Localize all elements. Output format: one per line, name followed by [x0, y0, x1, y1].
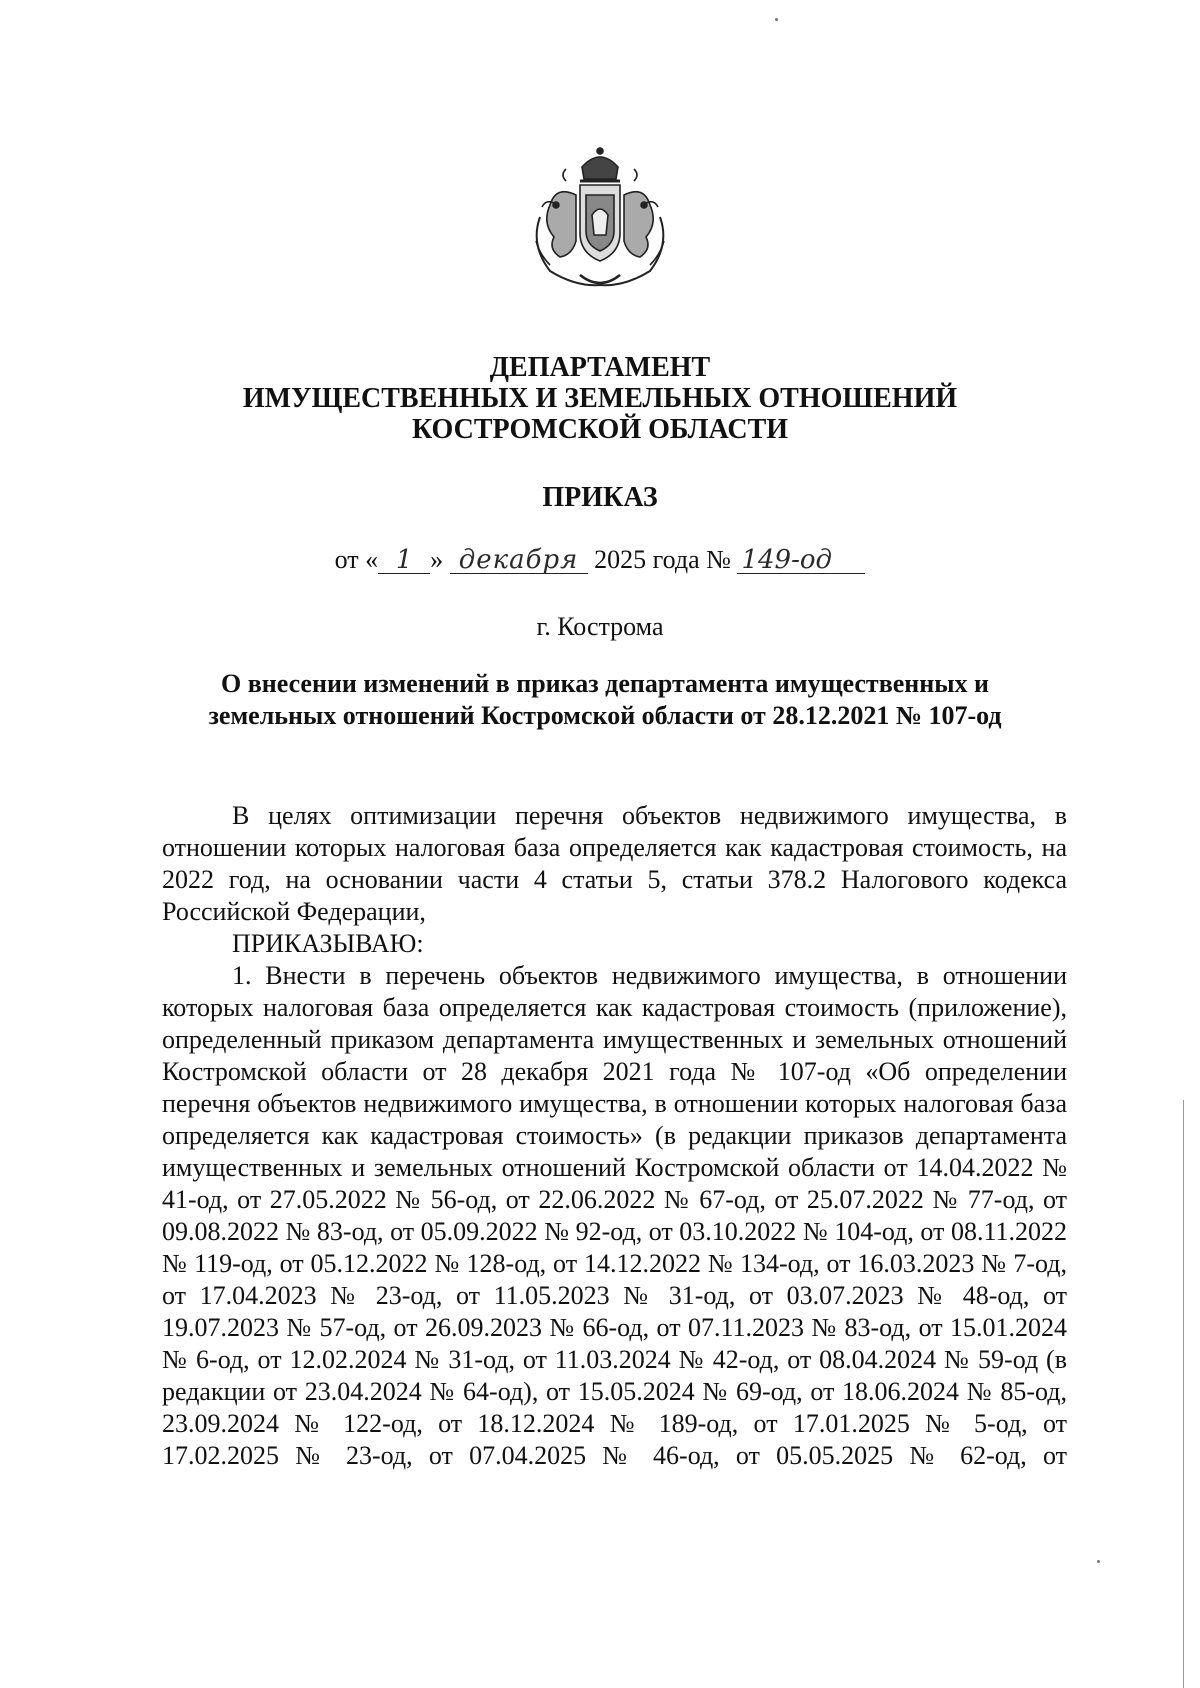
- handwritten-order-number: 149-од: [737, 547, 865, 574]
- scan-speck: [775, 18, 778, 21]
- date-quote-close: »: [430, 545, 444, 574]
- scan-speck: [1097, 1560, 1100, 1563]
- coat-of-arms-icon: [520, 145, 680, 295]
- date-line: [0, 545, 1200, 575]
- header-line-2: ИМУЩЕСТВЕННЫХ И ЗЕМЕЛЬНЫХ ОТНОШЕНИЙ: [242, 383, 958, 414]
- title-line-1: О внесении изменений в приказ департамента имущественных и: [220, 669, 990, 698]
- body-paragraph-1: В целях оптимизации перечня объектов недвижимого имущества, в отношении которых налоговая база определяется как кадастровая стоимость, на 2022 год, на основании части 4 статьи 5, статьи 378.2 Налогового кодекса Российской Федерации,: [162, 801, 1067, 926]
- title-line-2: земельных отношений Костромской области от 28.12.2021 № 107-од: [208, 701, 1002, 730]
- document-body: [162, 800, 1067, 1472]
- date-year-text: 2025 года №: [594, 545, 731, 574]
- document-type: ПРИКАЗ: [542, 482, 658, 513]
- header-line-1: ДЕПАРТАМЕНТ: [489, 352, 711, 383]
- date-prefix: от «: [334, 545, 379, 574]
- header-line-3: КОСТРОМСКОЙ ОБЛАСТИ: [411, 414, 789, 445]
- order-word: ПРИКАЗЫВАЮ:: [232, 929, 424, 958]
- city-line: г. Кострома: [536, 612, 664, 641]
- department-header: [0, 352, 1200, 445]
- scan-edge-line: [1183, 1100, 1184, 1688]
- document-title: [180, 668, 1030, 732]
- handwritten-day: 1: [378, 547, 430, 574]
- handwritten-month: декабря: [450, 547, 588, 574]
- body-paragraph-2: 1. Внести в перечень объектов недвижимого имущества, в отношении которых налоговая база определяется как кадастровая стоимость (приложение), определенный приказом департамента имущественных и земельных отношений Костромской области от 28 декабря 2021 года № 107-од «Об определении перечня объектов недвижимого имущества, в отношении которых налоговая база определяется как кадастровая стоимость» (в редакции приказов департамента имущественных и земельных отношений Костромской области от 14.04.2022 № 41-од, от 27.05.2022 № 56-од, от 22.06.2022 № 67-од, от 25.07.2022 № 77-од, от 09.08.2022 № 83-од, от 05.09.2022 № 92-од, от 03.10.2022 № 104-од, от 08.11.2022 № 119-од, от 05.12.2022 № 128-од, от 14.12.2022 № 134-од, от 16.03.2023 № 7-од, от 17.04.2023 № 23-од, от 11.05.2023 № 31-од, от 03.07.2023 № 48-од, от 19.07.2023 № 57-од, от 26.09.2023 № 66-од, от 07.11.2023 № 83-од, от 15.01.2024 № 6-од, от 12.02.2024 № 31-од, от 11.03.2024 № 42-од, от 08.04.2024 № 59-од (в редакции от 23.04.2024 № 64-од), от 15.05.2024 № 69-од, от 18.06.2024 № 85-од, 23.09.2024 № 122-од, от 18.12.2024 № 189-од, от 17.01.2025 № 5-од, от 17.02.2025 № 23-од, от 07.04.2025 № 46-од, от 05.05.2025 № 62-од, от: [162, 961, 1067, 1470]
